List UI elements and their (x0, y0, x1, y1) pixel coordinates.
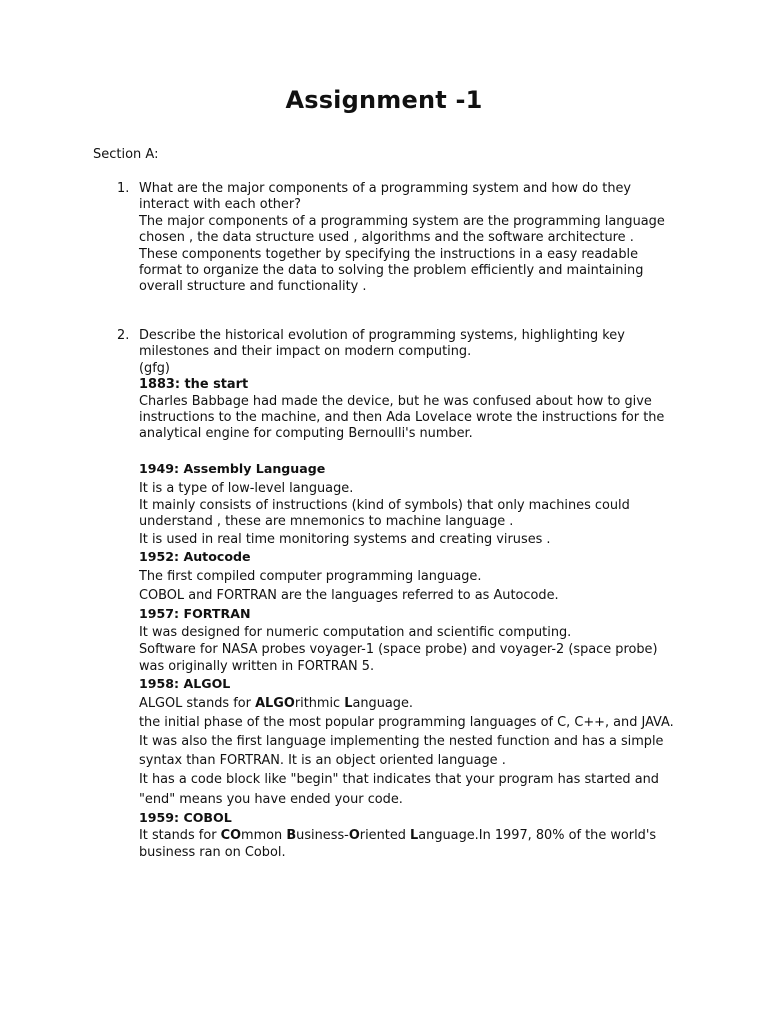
question-1-number: 1. (117, 181, 130, 196)
milestone-1958-line-4: It has a code block like "begin" that indicates that your program has started and "end" means you have ended your code. (139, 772, 659, 807)
source-note: (gfg) (139, 360, 170, 376)
milestone-1949-line-3: It is used in real time monitoring systems and creating viruses . (139, 531, 551, 547)
algol-stands-bold-1: ALGO (255, 696, 295, 712)
question-1-answer-1: The major components of a programming system are the programming language chosen , the data structure used , algorithms and the software architecture . (139, 213, 665, 246)
milestone-1957-line-2: Software for NASA probes voyager-1 (space probe) and voyager-2 (space probe) was originally written in FORTRAN 5. (139, 642, 658, 674)
milestone-1952-line-2: COBOL and FORTRAN are the languages referred to as Autocode. (139, 587, 559, 603)
cobol-text-3: riented (359, 828, 411, 844)
question-2 (139, 328, 679, 443)
milestone-1957-line-1: It was designed for numeric computation and scientific computing. (139, 625, 572, 641)
milestone-1959-line-1 (139, 827, 679, 861)
milestone-1883-heading: 1883: the start (139, 377, 249, 393)
algol-stands-bold-2: L (344, 696, 353, 712)
question-1-text: What are the major components of a programming system and how do they interact with each other? (139, 181, 632, 213)
cobol-text-4: anguage.In 1997, 80% of the world's business ran on Cobol. (139, 828, 657, 861)
section-label: Section A: (93, 147, 159, 162)
milestone-1949-heading: 1949: Assembly Language (139, 461, 326, 476)
milestone-1958-line-2: the initial phase of the most popular programming languages of C, C++, and JAVA. (139, 715, 674, 731)
cobol-bold-1: CO (220, 828, 242, 844)
cobol-text-1: mmon (241, 828, 287, 844)
milestone-1949-line-1: It is a type of low-level language. (139, 480, 354, 496)
milestone-1952-line-1: The first compiled computer programming language. (139, 568, 482, 584)
question-1 (139, 181, 679, 296)
document-title: Assignment -1 (285, 86, 483, 114)
milestone-1959-heading: 1959: COBOL (139, 809, 232, 825)
question-2-text: Describe the historical evolution of programming systems, highlighting key milestones and their impact on modern computing. (139, 328, 625, 360)
question-1-answer-2: These components together by specifying the instructions in a easy readable format to organize the data to solving the problem efficiently and maintaining overall structure and functionality . (139, 246, 644, 295)
cobol-bold-3: O (348, 828, 360, 844)
milestone-1957-heading: 1957: FORTRAN (139, 605, 251, 621)
cobol-text-2: usiness- (296, 828, 349, 844)
milestone-1958-heading: 1958: ALGOL (139, 676, 231, 692)
algol-stands-mid: rithmic (294, 696, 345, 712)
question-2-number: 2. (117, 328, 130, 343)
milestone-1958-line-1 (139, 694, 679, 713)
cobol-pre: It stands for (139, 828, 221, 844)
algol-stands-post: anguage. (352, 696, 414, 712)
milestone-1883-text: Charles Babbage had made the device, but he was confused about how to give instructions to the machine, and then Ada Lovelace wrote the instructions for the analytical engine for computing Bernoulli's number. (139, 393, 665, 442)
milestone-1949-line-2: It mainly consists of instructions (kind of symbols) that only machines could understand , these are mnemonics to machine language . (139, 497, 630, 530)
cobol-bold-2: B (286, 828, 297, 844)
cobol-bold-4: L (410, 828, 419, 844)
milestone-1952-heading: 1952: Autocode (139, 549, 251, 564)
algol-stands-pre: ALGOL stands for (139, 696, 256, 712)
milestone-1958-line-3: It was also the first language implementing the nested function and has a simple syntax than FORTRAN. It is an object oriented language . (139, 734, 664, 769)
milestone-list (139, 460, 679, 861)
